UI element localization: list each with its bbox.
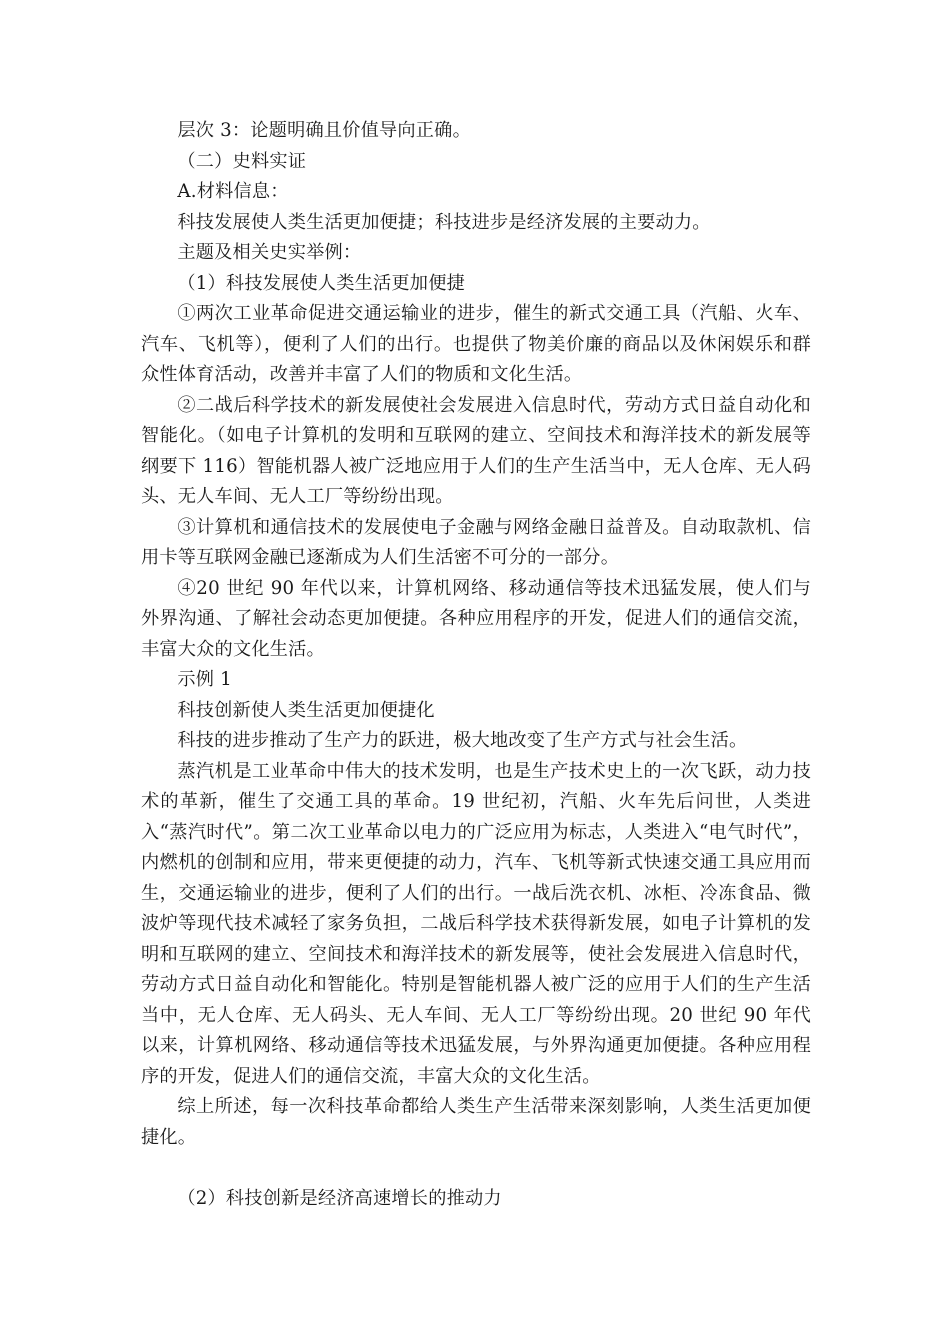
level-3-criterion: 层次 3：论题明确且价值导向正确。 [177, 120, 471, 141]
example-1-title: 科技创新使人类生活更加便捷化 [177, 699, 435, 721]
subheading-2: （2）科技创新是经济高速增长的推动力 [177, 1187, 502, 1209]
material-info-label: A.材料信息： [177, 181, 289, 202]
document-body [141, 116, 811, 1214]
example-1-body: 蒸汽机是工业革命中伟大的技术发明，也是生产技术史上的一次飞跃，动力技术的革新，催生了交通工具的革命。19 世纪初，汽船、火车先后问世，人类进入“蒸汽时代”。第二次工业革命以电力的广泛应用为标志，人类进入“电气时代”，内燃机的创制和应用，带来更便捷的动力，汽车、飞机等新式快速交通工具应用而生，交通运输业的进步，便利了人们的出行。一战后洗衣机、冰柜、冷冻食品、微波炉等现代技术减轻了家务负担，二战后科学技术获得新发展，如电子计算机的发明和互联网的建立、空间技术和海洋技术的新发展等，使社会发展进入信息时代，劳动方式日益自动化和智能化。特别是智能机器人被广泛的应用于人们的生产生活当中，无人仓库、无人码头、无人车间、无人工厂等纷纷出现。20 世纪 90 年代以来，计算机网络、移动通信等技术迅猛发展，与外界沟通更加便捷。各种应用程序的开发，促进人们的通信交流，丰富大众的文化生活。 [141, 760, 811, 1087]
point-3: ③计算机和通信技术的发展使电子金融与网络金融日益普及。自动取款机、信用卡等互联网金融已逐渐成为人们生活密不可分的一部分。 [141, 516, 811, 568]
material-info-text: 科技发展使人类生活更加便捷；科技进步是经济发展的主要动力。 [177, 211, 711, 233]
section-heading-historical-evidence: （二）史料实证 [177, 150, 307, 172]
subheading-1: （1）科技发展使人类生活更加便捷 [177, 272, 465, 294]
point-2: ②二战后科学技术的新发展使社会发展进入信息时代，劳动方式日益自动化和智能化。（如电子计算机的发明和互联网的建立、空间技术和海洋技术的新发展等 纲要下 116）智能机器人被广泛地应用于人们的生产生活当中，无人仓库、无人码头、无人车间、无人工厂等纷纷出现。 [141, 394, 811, 507]
point-1: ①两次工业革命促进交通运输业的进步，催生的新式交通工具（汽船、火车、汽车、飞机等），便利了人们的出行。也提供了物美价廉的商品以及休闲娱乐和群众性体育活动，改善并丰富了人们的物质和文化生活。 [141, 303, 811, 385]
paragraph-spacer [141, 1153, 811, 1184]
point-4: ④20 世纪 90 年代以来，计算机网络、移动通信等技术迅猛发展，使人们与外界沟通、了解社会动态更加便捷。各种应用程序的开发，促进人们的通信交流，丰富大众的文化生活。 [141, 577, 811, 660]
example-1-conclusion: 综上所述，每一次科技革命都给人类生产生活带来深刻影响，人类生活更加便捷化。 [141, 1096, 811, 1148]
example-1-label: 示例 1 [177, 669, 232, 690]
themes-examples-label: 主题及相关史实举例： [177, 242, 362, 263]
example-1-intro: 科技的进步推动了生产力的跃进，极大地改变了生产方式与社会生活。 [177, 730, 748, 751]
